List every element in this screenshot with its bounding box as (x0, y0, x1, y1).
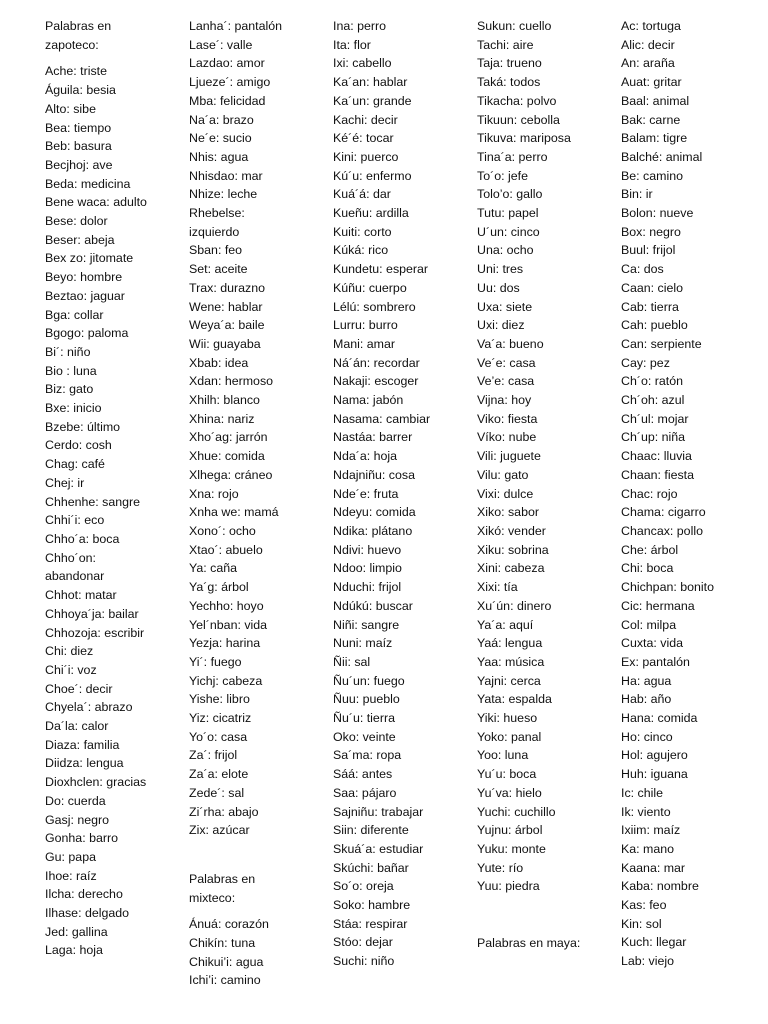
vocabulary-entry: Kuiti: corto (333, 224, 392, 239)
vocabulary-entry: Balam: tigre (621, 131, 688, 146)
vocabulary-entry: Xna: rojo (189, 486, 239, 501)
vocabulary-entry: Ñuu: pueblo (333, 692, 400, 707)
vocabulary-entry: Chac: rojo (621, 486, 678, 501)
vocabulary-entry: Bi´: niño (45, 344, 91, 359)
vocabulary-entry: Yata: espalda (477, 692, 552, 707)
vocabulary-entry: Choe´: decir (45, 681, 113, 696)
spacer (189, 840, 329, 870)
vocabulary-entry: Caan: cielo (621, 280, 683, 295)
vocabulary-entry: Tina´a: perro (477, 149, 548, 164)
vocabulary-entry: Vili: juguete (477, 449, 541, 464)
column-mixteco-2-maya (477, 17, 617, 953)
vocabulary-entry: Yujnu: árbol (477, 823, 543, 838)
vocabulary-entry: Nde´e: fruta (333, 486, 399, 501)
vocabulary-entry: Vijna: hoy (477, 393, 532, 408)
vocabulary-entry: Xhina: nariz (189, 411, 255, 426)
vocabulary-entry: Hab: año (621, 692, 672, 707)
vocabulary-entry: Bio : luna (45, 363, 97, 378)
vocabulary-entry: Wene: hablar (189, 299, 263, 314)
vocabulary-entry: Chag: café (45, 457, 105, 472)
vocabulary-entry: Da´la: calor (45, 719, 109, 734)
vocabulary-entry: Uu: dos (477, 280, 520, 295)
vocabulary-entry: Biz: gato (45, 382, 94, 397)
vocabulary-entry: Ñu´u: tierra (333, 711, 395, 726)
vocabulary-entry: Yaá: lengua (477, 636, 543, 651)
vocabulary-entry: Chhozoja: escribir (45, 625, 145, 640)
vocabulary-entry: Uni: tres (477, 262, 524, 277)
vocabulary-entry: Ka´an: hablar (333, 75, 408, 90)
vocabulary-entry: Nhis: agua (189, 149, 249, 164)
vocabulary-entry: Bin: ir (621, 187, 653, 202)
vocabulary-entry: Ch´oh: azul (621, 393, 685, 408)
vocabulary-entry: Tikuva: mariposa (477, 131, 571, 146)
vocabulary-entry: Kas: feo (621, 898, 667, 913)
vocabulary-entry: Yuu: piedra (477, 879, 540, 894)
vocabulary-entry: Wii: guayaba (189, 336, 261, 351)
vocabulary-entry: Yi´: fuego (189, 654, 242, 669)
vocabulary-entry: Yajni: cerca (477, 673, 541, 688)
vocabulary-entry: Za´: frijol (189, 748, 238, 763)
vocabulary-entry: Chaac: lluvia (621, 449, 692, 464)
vocabulary-entry: Ndeyu: comida (333, 505, 416, 520)
vocabulary-entry: Diaza: familia (45, 737, 120, 752)
vocabulary-entry: Bak: carne (621, 112, 681, 127)
vocabulary-entry: Lase´: valle (189, 37, 253, 52)
vocabulary-entry: Kúñu: cuerpo (333, 280, 407, 295)
vocabulary-entry: Za´a: elote (189, 767, 249, 782)
vocabulary-entry: Xhilh: blanco (189, 393, 260, 408)
vocabulary-entry: Yechho: hoyo (189, 598, 264, 613)
vocabulary-entry: Ñu´un: fuego (333, 673, 405, 688)
vocabulary-entry: Ná´án: recordar (333, 355, 420, 370)
vocabulary-entry: Becjhoj: ave (45, 157, 113, 172)
section-heading-zapoteco: Palabras en (45, 19, 112, 33)
vocabulary-entry: Kaba: nombre (621, 879, 699, 894)
spacer (45, 54, 183, 62)
vocabulary-entry: Beyo: hombre (45, 270, 123, 285)
vocabulary-entry: Lanha´: pantalón (189, 19, 283, 33)
vocabulary-entry: Yoko: panal (477, 729, 542, 744)
vocabulary-entry: Ndajniñu: cosa (333, 467, 415, 482)
vocabulary-entry: Buul: frijol (621, 243, 676, 258)
vocabulary-entry: Ya´g: árbol (189, 580, 249, 595)
vocabulary-entry: Bex zo: jitomate (45, 251, 134, 266)
vocabulary-entry: Una: ocho (477, 243, 534, 258)
vocabulary-entry: Lélú: sombrero (333, 299, 416, 314)
vocabulary-entry: Cab: tierra (621, 299, 679, 314)
spacer (189, 907, 329, 915)
vocabulary-entry: Yiz: cicatriz (189, 711, 252, 726)
vocabulary-entry: Tachi: aire (477, 37, 534, 52)
section-heading-zapoteco: zapoteco: (45, 37, 99, 52)
vocabulary-entry: Gonha: barro (45, 831, 119, 846)
vocabulary-entry: Saa: pájaro (333, 785, 397, 800)
vocabulary-entry: Yel´nban: vida (189, 617, 268, 632)
vocabulary-entry: Bga: collar (45, 307, 104, 322)
section-heading-mixteco: mixteco: (189, 890, 236, 905)
vocabulary-entry: To´o: jefe (477, 168, 528, 183)
vocabulary-entry: Taja: trueno (477, 56, 542, 71)
vocabulary-entry: Ne´e: sucio (189, 131, 252, 146)
vocabulary-entry: Ya: caña (189, 561, 237, 576)
vocabulary-entry: Nakaji: escoger (333, 374, 419, 389)
vocabulary-entry: Beda: medicina (45, 176, 131, 191)
vocabulary-entry: Nuni: maíz (333, 636, 393, 651)
vocabulary-entry: Kachi: decir (333, 112, 398, 127)
vocabulary-entry: Ex: pantalón (621, 654, 690, 669)
vocabulary-entry: Chikui’i: agua (189, 954, 264, 969)
vocabulary-entry: Bene waca: adulto (45, 195, 147, 210)
vocabulary-entry: Ac: tortuga (621, 19, 681, 33)
vocabulary-entry: Xho´ag: jarrón (189, 430, 268, 445)
vocabulary-entry: Laga: hoja (45, 943, 103, 958)
vocabulary-entry: Yiki: hueso (477, 711, 538, 726)
vocabulary-entry: Chyela´: abrazo (45, 700, 133, 715)
vocabulary-entry: U´un: cinco (477, 224, 540, 239)
vocabulary-entry: Diidza: lengua (45, 756, 124, 771)
vocabulary-entry: Ihoe: raíz (45, 868, 97, 883)
vocabulary-entry: Bolon: nueve (621, 206, 694, 221)
vocabulary-entry: Ixi: cabello (333, 56, 392, 71)
vocabulary-entry: Chaan: fiesta (621, 467, 695, 482)
section-heading-mixteco: Palabras en (189, 871, 256, 886)
vocabulary-entry: Chho´a: boca (45, 531, 120, 546)
vocabulary-entry: Beztao: jaguar (45, 288, 125, 303)
vocabulary-entry: Ina: perro (333, 19, 387, 33)
vocabulary-entry: Col: milpa (621, 617, 677, 632)
vocabulary-entry: Huh: iguana (621, 767, 688, 782)
vocabulary-entry: Trax: durazno (189, 280, 265, 295)
vocabulary-entry: Kundetu: esperar (333, 262, 429, 277)
vocabulary-entry: Bzebe: último (45, 419, 121, 434)
vocabulary-entry: Bxe: inicio (45, 401, 102, 416)
vocabulary-entry: Nhize: leche (189, 187, 258, 202)
vocabulary-entry: Suchi: niño (333, 954, 395, 969)
vocabulary-entry: Do: cuerda (45, 793, 106, 808)
vocabulary-entry: Can: serpiente (621, 336, 702, 351)
vocabulary-entry: Kaana: mar (621, 860, 686, 875)
vocabulary-entry: abandonar (45, 569, 105, 584)
vocabulary-entry: Ic: chile (621, 785, 664, 800)
vocabulary-entry: Gasj: negro (45, 812, 110, 827)
vocabulary-entry: Kú´u: enfermo (333, 168, 412, 183)
vocabulary-entry: Nastáa: barrer (333, 430, 413, 445)
vocabulary-entry: Yuchi: cuchillo (477, 804, 556, 819)
vocabulary-entry: Chhi´i: eco (45, 513, 105, 528)
vocabulary-entry: Alto: sibe (45, 101, 96, 116)
vocabulary-entry: Xiko: sabor (477, 505, 539, 520)
vocabulary-entry: Bgogo: paloma (45, 326, 129, 341)
vocabulary-entry: Stáa: respirar (333, 916, 408, 931)
vocabulary-entry: Chama: cigarro (621, 505, 706, 520)
vocabulary-entry: Uxa: siete (477, 299, 533, 314)
vocabulary-entry: Oko: veinte (333, 729, 396, 744)
vocabulary-entry: Tutu: papel (477, 206, 539, 221)
vocabulary-entry: Ch´ul: mojar (621, 411, 689, 426)
vocabulary-entry: Kuá´á: dar (333, 187, 391, 202)
vocabulary-entry: Mani: amar (333, 336, 395, 351)
vocabulary-entry: Cay: pez (621, 355, 670, 370)
vocabulary-entry: Ndivi: huevo (333, 542, 402, 557)
vocabulary-entry: Yuku: monte (477, 841, 546, 856)
vocabulary-entry: Ké´é: tocar (333, 131, 394, 146)
vocabulary-entry: Sajniñu: trabajar (333, 804, 424, 819)
vocabulary-entry: Yaa: música (477, 654, 545, 669)
vocabulary-entry: Niñi: sangre (333, 617, 400, 632)
vocabulary-entry: Ik: viento (621, 804, 671, 819)
vocabulary-entry: Cerdo: cosh (45, 438, 112, 453)
vocabulary-entry: Bese: dolor (45, 214, 108, 229)
vocabulary-entry: Uxi: diez (477, 318, 525, 333)
vocabulary-entry: Chichpan: bonito (621, 580, 714, 595)
vocabulary-entry: Zi´rha: abajo (189, 804, 259, 819)
vocabulary-entry: Yezja: harina (189, 636, 261, 651)
vocabulary-entry: Alic: decir (621, 37, 675, 52)
vocabulary-entry: Yu´u: boca (477, 767, 537, 782)
vocabulary-entry: Ve’e: casa (477, 374, 535, 389)
vocabulary-entry: Ilhase: delgado (45, 906, 130, 921)
vocabulary-entry: Ho: cinco (621, 729, 673, 744)
vocabulary-entry: Xu´ún: dinero (477, 598, 552, 613)
vocabulary-entry: Xini: cabeza (477, 561, 545, 576)
vocabulary-entry: Xono´: ocho (189, 523, 256, 538)
vocabulary-entry: Bea: tiempo (45, 120, 112, 135)
vocabulary-entry: Yo´o: casa (189, 729, 248, 744)
vocabulary-entry: Xnha we: mamá (189, 505, 279, 520)
vocabulary-entry: Ache: triste (45, 64, 107, 79)
vocabulary-entry: Yu´va: hielo (477, 785, 542, 800)
vocabulary-entry: Siin: diferente (333, 823, 409, 838)
vocabulary-entry: Hol: agujero (621, 748, 688, 763)
vocabulary-entry: Xhue: comida (189, 449, 265, 464)
vocabulary-entry: Ve´e: casa (477, 355, 536, 370)
vocabulary-entry: Ichi’i: camino (189, 973, 261, 988)
vocabulary-entry: Ka: mano (621, 841, 675, 856)
vocabulary-entry: Yute: río (477, 860, 524, 875)
vocabulary-entry: Cah: pueblo (621, 318, 688, 333)
vocabulary-entry: Sa´ma: ropa (333, 748, 402, 763)
vocabulary-entry: Yoo: luna (477, 748, 529, 763)
vocabulary-entry: Chej: ir (45, 475, 85, 490)
vocabulary-entry: Xikó: vender (477, 523, 546, 538)
vocabulary-entry: Nda´a: hoja (333, 449, 398, 464)
vocabulary-entry: Yichj: cabeza (189, 673, 263, 688)
vocabulary-entry: Sáá: antes (333, 767, 393, 782)
vocabulary-entry: izquierdo (189, 224, 240, 239)
vocabulary-entry: Ka´un: grande (333, 93, 412, 108)
vocabulary-entry: Soko: hambre (333, 898, 411, 913)
vocabulary-entry: Xiku: sobrina (477, 542, 549, 557)
vocabulary-entry: Set: aceite (189, 262, 248, 277)
vocabulary-entry: Sban: feo (189, 243, 243, 258)
vocabulary-entry: Skuá´a: estudiar (333, 841, 424, 856)
vocabulary-entry: Gu: papa (45, 849, 96, 864)
vocabulary-entry: Zix: azúcar (189, 823, 250, 838)
column-zapoteco-1 (45, 17, 183, 960)
vocabulary-entry: Chho´on: (45, 550, 96, 565)
column-mixteco-1 (333, 17, 473, 971)
vocabulary-entry: An: araña (621, 56, 675, 71)
vocabulary-entry: Chi: boca (621, 561, 674, 576)
vocabulary-entry: Ilcha: derecho (45, 887, 123, 902)
vocabulary-entry: Chi: diez (45, 644, 94, 659)
vocabulary-entry: Nduchi: frijol (333, 580, 402, 595)
vocabulary-entry: Viko: fiesta (477, 411, 538, 426)
vocabulary-entry: Águila: besia (45, 83, 116, 98)
vocabulary-entry: Chikín: tuna (189, 936, 256, 951)
vocabulary-entry: Nhisdao: mar (189, 168, 263, 183)
vocabulary-entry: Beb: basura (45, 139, 112, 154)
vocabulary-entry: Chi´i: voz (45, 662, 97, 677)
vocabulary-entry: Kúká: rico (333, 243, 389, 258)
vocabulary-entry: Xdan: hermoso (189, 374, 274, 389)
vocabulary-entry: Lazdao: amor (189, 56, 265, 71)
vocabulary-entry: Vixi: dulce (477, 486, 534, 501)
vocabulary-entry: Nama: jabón (333, 393, 404, 408)
vocabulary-entry: Ndika: plátano (333, 523, 413, 538)
vocabulary-entry: Balché: animal (621, 149, 703, 164)
vocabulary-entry: Ch´up: niña (621, 430, 686, 445)
vocabulary-entry: Baal: animal (621, 93, 690, 108)
vocabulary-entry: Jed: gallina (45, 924, 108, 939)
vocabulary-entry: Ánuá: corazón (189, 917, 269, 932)
column-maya (621, 17, 761, 971)
vocabulary-entry: Tolo’o: gallo (477, 187, 543, 202)
vocabulary-entry: Che: árbol (621, 542, 679, 557)
vocabulary-entry: Lab: viejo (621, 954, 675, 969)
vocabulary-entry: Na´a: brazo (189, 112, 254, 127)
vocabulary-entry: Sukun: cuello (477, 19, 552, 33)
vocabulary-entry: Weya´a: baile (189, 318, 265, 333)
vocabulary-entry: Xbab: idea (189, 355, 249, 370)
vocabulary-entry: Box: negro (621, 224, 681, 239)
vocabulary-entry: Ya´a: aquí (477, 617, 534, 632)
vocabulary-entry: Xixi: tía (477, 580, 518, 595)
vocabulary-entry: Be: camino (621, 168, 683, 183)
vocabulary-entry: Ndúkú: buscar (333, 598, 413, 613)
vocabulary-entry: Taká: todos (477, 75, 541, 90)
vocabulary-entry: Skúchi: bañar (333, 860, 409, 875)
vocabulary-entry: Mba: felicidad (189, 93, 266, 108)
vocabulary-entry: Hana: comida (621, 711, 698, 726)
vocabulary-entry: Tikuun: cebolla (477, 112, 560, 127)
vocabulary-entry: Víko: nube (477, 430, 537, 445)
vocabulary-entry: Kuch: llegar (621, 935, 687, 950)
vocabulary-entry: Chhoya´ja: bailar (45, 606, 139, 621)
vocabulary-entry: Ljueze´: amigo (189, 75, 271, 90)
vocabulary-entry: Zede´: sal (189, 785, 245, 800)
vocabulary-entry: Cic: hermana (621, 598, 695, 613)
vocabulary-entry: Chhot: matar (45, 588, 117, 603)
vocabulary-entry: Beser: abeja (45, 232, 115, 247)
column-zapoteco-2-mixteco (189, 17, 329, 990)
vocabulary-entry: Dioxhclen: gracias (45, 775, 147, 790)
vocabulary-entry: Tikacha: polvo (477, 93, 557, 108)
vocabulary-entry: Chhenhe: sangre (45, 494, 141, 509)
vocabulary-entry: Kini: puerco (333, 149, 399, 164)
vocabulary-entry: Ita: flor (333, 37, 371, 52)
vocabulary-entry: Ndoo: limpio (333, 561, 402, 576)
vocabulary-entry: Ch´o: ratón (621, 374, 683, 389)
vocabulary-entry: Xtao´: abuelo (189, 542, 263, 557)
vocabulary-entry: Chancax: pollo (621, 523, 703, 538)
vocabulary-entry: Ñii: sal (333, 654, 371, 669)
vocabulary-entry: Vilu: gato (477, 467, 529, 482)
vocabulary-entry: So´o: oreja (333, 879, 394, 894)
vocabulary-entry: Ca: dos (621, 262, 664, 277)
vocabulary-entry: Stóo: dejar (333, 935, 393, 950)
vocabulary-entry: Nasama: cambiar (333, 411, 431, 426)
vocabulary-entry: Kin: sol (621, 916, 662, 931)
vocabulary-entry: Cuxta: vida (621, 636, 683, 651)
vocabulary-entry: Rhebelse: (189, 206, 245, 221)
vocabulary-entry: Ha: agua (621, 673, 672, 688)
spacer (477, 896, 617, 934)
section-heading-maya: Palabras en maya: (477, 936, 581, 951)
vocabulary-entry: Lurru: burro (333, 318, 398, 333)
vocabulary-entry: Yishe: libro (189, 692, 250, 707)
vocabulary-entry: Kueñu: ardilla (333, 206, 409, 221)
vocabulary-entry: Va´a: bueno (477, 336, 544, 351)
vocabulary-entry: Ixiim: maíz (621, 823, 681, 838)
vocabulary-entry: Xlhega: cráneo (189, 467, 273, 482)
vocabulary-entry: Auat: gritar (621, 75, 682, 90)
